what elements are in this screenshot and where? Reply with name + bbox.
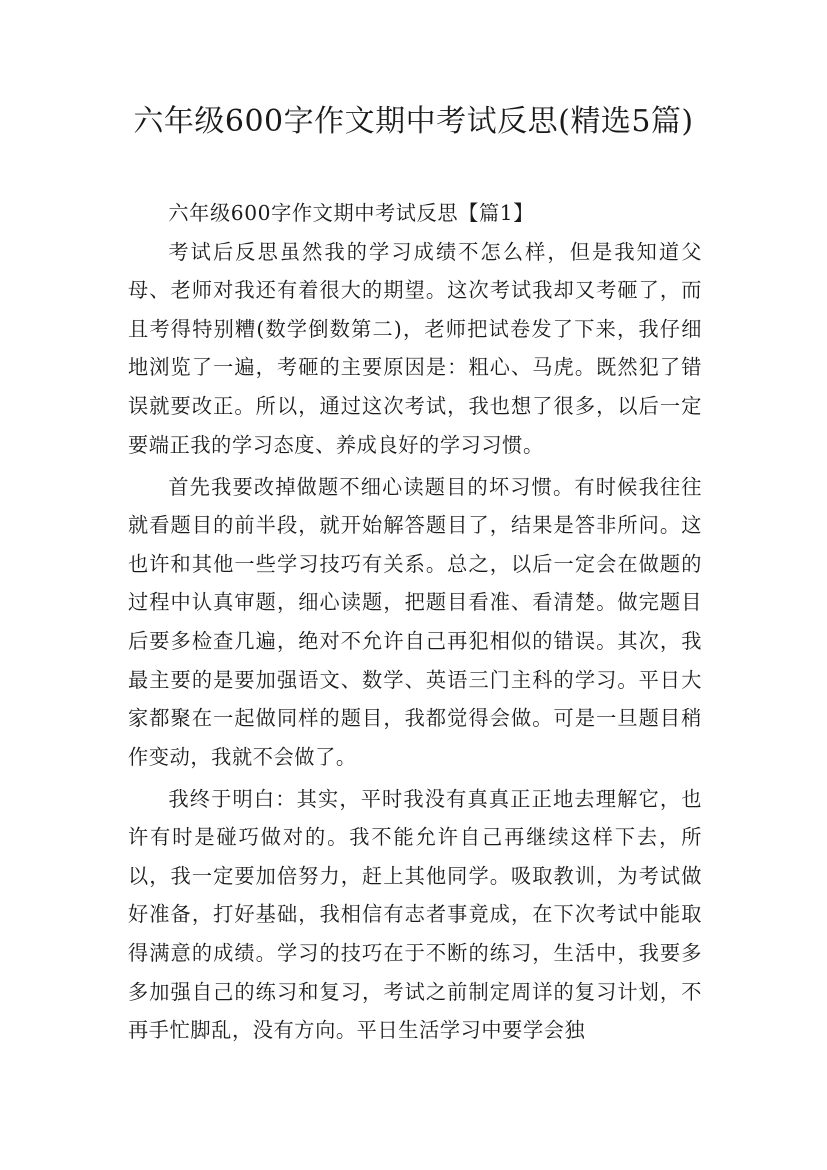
- paragraph-1: 考试后反思虽然我的学习成绩不怎么样，但是我知道父母、老师对我还有着很大的期望。这次考试我却又考砸了，而且考得特别糟(数学倒数第二)，老师把试卷发了下来，我仔细地浏览了一遍，考砸的主要原因是：粗心、马虎。既然犯了错误就要改正。所以，通过这次考试，我也想了很多，以后一定要端正我的学习态度、养成良好的学习习惯。: [128, 239, 702, 457]
- section-heading: 六年级600字作文期中考试反思【篇1】: [168, 201, 534, 225]
- document-body: [128, 194, 702, 1053]
- paragraph-3: 我终于明白：其实，平时我没有真真正正地去理解它，也许有时是碰巧做对的。我不能允许自己再继续这样下去，所以，我一定要加倍努力，赶上其他同学。吸取教训，为考试做好准备，打好基础，我相信有志者事竟成，在下次考试中能取得满意的成绩。学习的技巧在于不断的练习，生活中，我要多多加强自己的练习和复习，考试之前制定周详的复习计划，不再手忙脚乱，没有方向。平日生活学习中要学会独: [128, 786, 702, 1043]
- paragraph-2: 首先我要改掉做题不细心读题目的坏习惯。有时候我往往就看题目的前半段，就开始解答题目了，结果是答非所问。这也许和其他一些学习技巧有关系。总之，以后一定会在做题的过程中认真审题，细心读题，把题目看准、看清楚。做完题目后要多检查几遍，绝对不允许自己再犯相似的错误。其次，我最主要的是要加强语文、数学、英语三门主科的学习。平日大家都聚在一起做同样的题目，我都觉得会做。可是一旦题目稍作变动，我就不会做了。: [128, 474, 702, 769]
- document-title: 六年级600字作文期中考试反思(精选5篇): [133, 104, 694, 139]
